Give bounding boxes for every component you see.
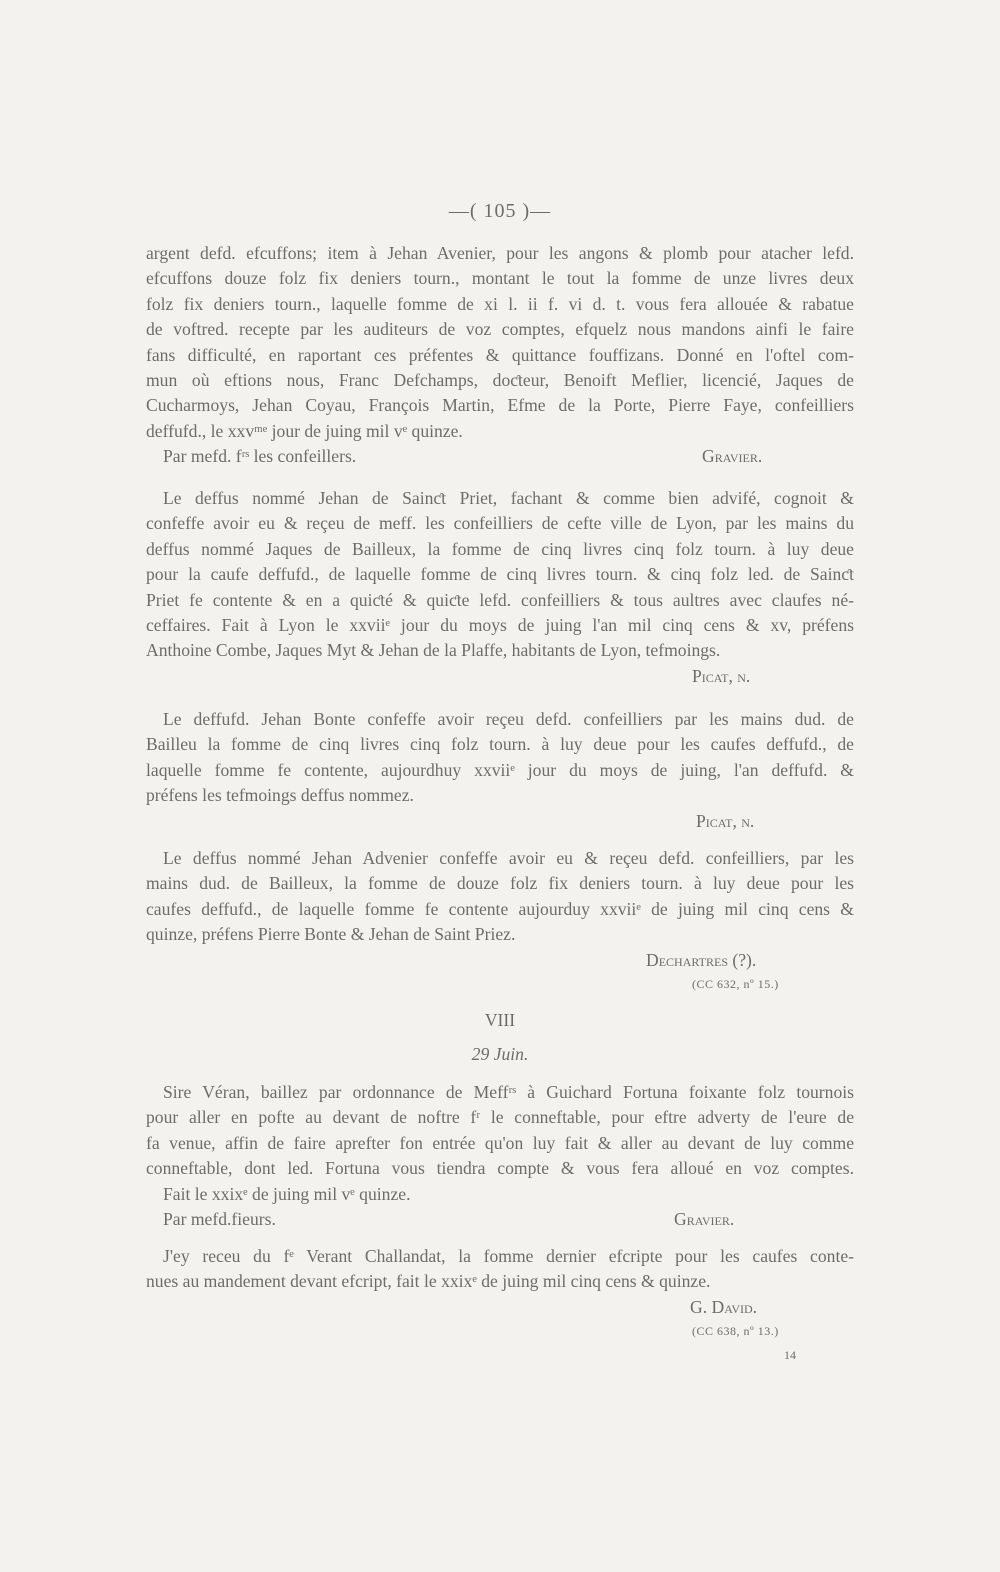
text-line: ceffaires. Fait à Lyon le xxviiᵉ jour du moys de juing l'an mil cinq cens & xv, préfens — [146, 614, 854, 635]
text-line: Bailleu la fomme de cinq livres cinq folz tourn. à luy deue pour les caufes deffufd., de — [146, 734, 854, 755]
signature-line — [146, 1207, 854, 1232]
paragraph-receipt-bonte — [146, 707, 854, 834]
signature-prefix: Par mefd. fʳˢ les confeillers. — [163, 446, 357, 467]
archive-reference-text: (CC 638, nº 13.) — [692, 1324, 779, 1339]
text-line: Le deffufd. Jehan Bonte confeffe avoir reçeu defd. confeilliers par les mains dud. de — [163, 709, 854, 729]
signature-prefix: Par mefd.fieurs. — [163, 1208, 276, 1229]
text-line: caufes deffufd., de laquelle fomme fe contente aujourduy xxviiᵉ de juing mil cinq cens & — [146, 898, 854, 919]
text-line: Cucharmoys, Jehan Coyau, François Martin, Efme de la Porte, Pierre Faye, confeilliers — [146, 395, 854, 416]
signature-name: Gravier. — [674, 1208, 735, 1229]
text-line: mun où eftions nous, Franc Defchamps, doƈteur, Benoift Meflier, licencié, Jaques de — [146, 369, 854, 390]
signature-line — [146, 948, 854, 973]
text-line: deffus nommé Jaques de Bailleux, la fomme de cinq livres cinq folz tourn. à luy deue — [146, 538, 854, 559]
paragraph-order-fortuna — [146, 1080, 854, 1232]
text-line: préfens les tefmoings deffus nommez. — [146, 785, 414, 806]
text-line: Anthoine Combe, Jaques Myt & Jehan de la Plaffe, habitants de Lyon, tefmoings. — [146, 640, 721, 661]
text-line: Le deffus nommé Jehan Advenier confeffe avoir eu & reçeu defd. confeilliers, par les — [163, 848, 854, 868]
paragraph-receipt-sainct-priet — [146, 486, 854, 689]
archive-reference — [146, 973, 854, 995]
signature-name: Picat, n. — [696, 810, 755, 831]
text-line: laquelle fomme fe contente, aujourdhuy xxviiᵉ jour du moys de juing, l'an deffufd. & — [146, 759, 854, 780]
text-line: deffufd., le xxvᵐᵉ jour de juing mil vᵉ quinze. — [146, 420, 463, 441]
page-number-header: —( 105 )— — [448, 200, 552, 222]
text-line: Fait le xxixᵉ de juing mil vᵉ quinze. — [163, 1183, 411, 1204]
signature-line — [146, 809, 854, 834]
signature-line — [146, 1295, 854, 1320]
signature-name: G. David. — [690, 1296, 758, 1317]
signature-name: Gravier. — [702, 446, 763, 467]
signature-name: Picat, n. — [692, 665, 751, 686]
text-line: conneftable, dont led. Fortuna vous tiendra compte & vous fera alloué en voz comptes. — [146, 1158, 854, 1179]
text-line: nues au mandement devant efcript, fait le xxixᵉ de juing mil cinq cens & quinze. — [146, 1271, 711, 1292]
archive-reference-text: (CC 632, nº 15.) — [692, 976, 779, 991]
text-line: confeffe avoir eu & reçeu de meff. les confeilliers de cefte ville de Lyon, par les mains du — [146, 513, 854, 534]
signature-line — [146, 664, 854, 689]
section-number: VIII — [484, 1010, 516, 1030]
text-line: efcuffons douze folz fix deniers tourn., montant le tout la fomme de unze livres deux — [146, 268, 854, 289]
text-line: mains dud. de Bailleux, la fomme de douze folz fix deniers tourn. à luy deue pour les — [146, 873, 854, 894]
text-line: fa venue, affin de faire aprefter fon entrée qu'on luy fait & aller au devant de luy comme — [146, 1132, 854, 1153]
text-line: folz fix deniers tourn., laquelle fomme de xi l. ii f. vi d. t. vous fera allouée & rabatue — [146, 293, 854, 314]
signature-line — [146, 444, 854, 469]
paragraph-mandate — [146, 241, 854, 470]
text-line: quinze, préfens Pierre Bonte & Jehan de Saint Priez. — [146, 924, 516, 945]
text-line: pour aller en pofte au devant de noftre fʳ le conneftable, pour eftre adverty de l'eure de — [146, 1107, 854, 1128]
section-date: 29 Juin. — [471, 1044, 529, 1064]
text-line: de voftred. recepte par les auditeurs de voz comptes, efquelz nous mandons ainfi le faire — [146, 319, 854, 340]
text-line: pour la caufe deffufd., de laquelle fomme de cinq livres tourn. & cinq folz led. de Sainƈt — [146, 564, 854, 585]
archive-reference — [146, 1320, 854, 1342]
signature-name: Dechartres (?). — [646, 949, 757, 970]
text-line: J'ey receu du fᵉ Verant Challandat, la fomme dernier efcripte pour les caufes conte- — [163, 1246, 854, 1266]
text-line: Le deffus nommé Jehan de Sainƈt Priet, fachant & comme bien advifé, cognoit & — [163, 488, 854, 508]
paragraph-receipt-challandat — [146, 1244, 854, 1342]
text-line: fans difficulté, en raportant ces préfentes & quittance fouffizans. Donné en l'oftel com- — [146, 344, 854, 365]
paragraph-receipt-advenier — [146, 846, 854, 995]
text-line: Sire Véran, baillez par ordonnance de Meffʳˢ à Guichard Fortuna foixante folz tournois — [163, 1082, 854, 1102]
text-line: argent defd. efcuffons; item à Jehan Avenier, pour les angons & plomb pour atacher lefd. — [146, 243, 854, 263]
text-line: Priet fe contente & en a quiƈté & quiƈte lefd. confeilliers & tous aultres avec claufes né- — [146, 589, 854, 610]
signature-mark: 14 — [784, 1348, 796, 1362]
